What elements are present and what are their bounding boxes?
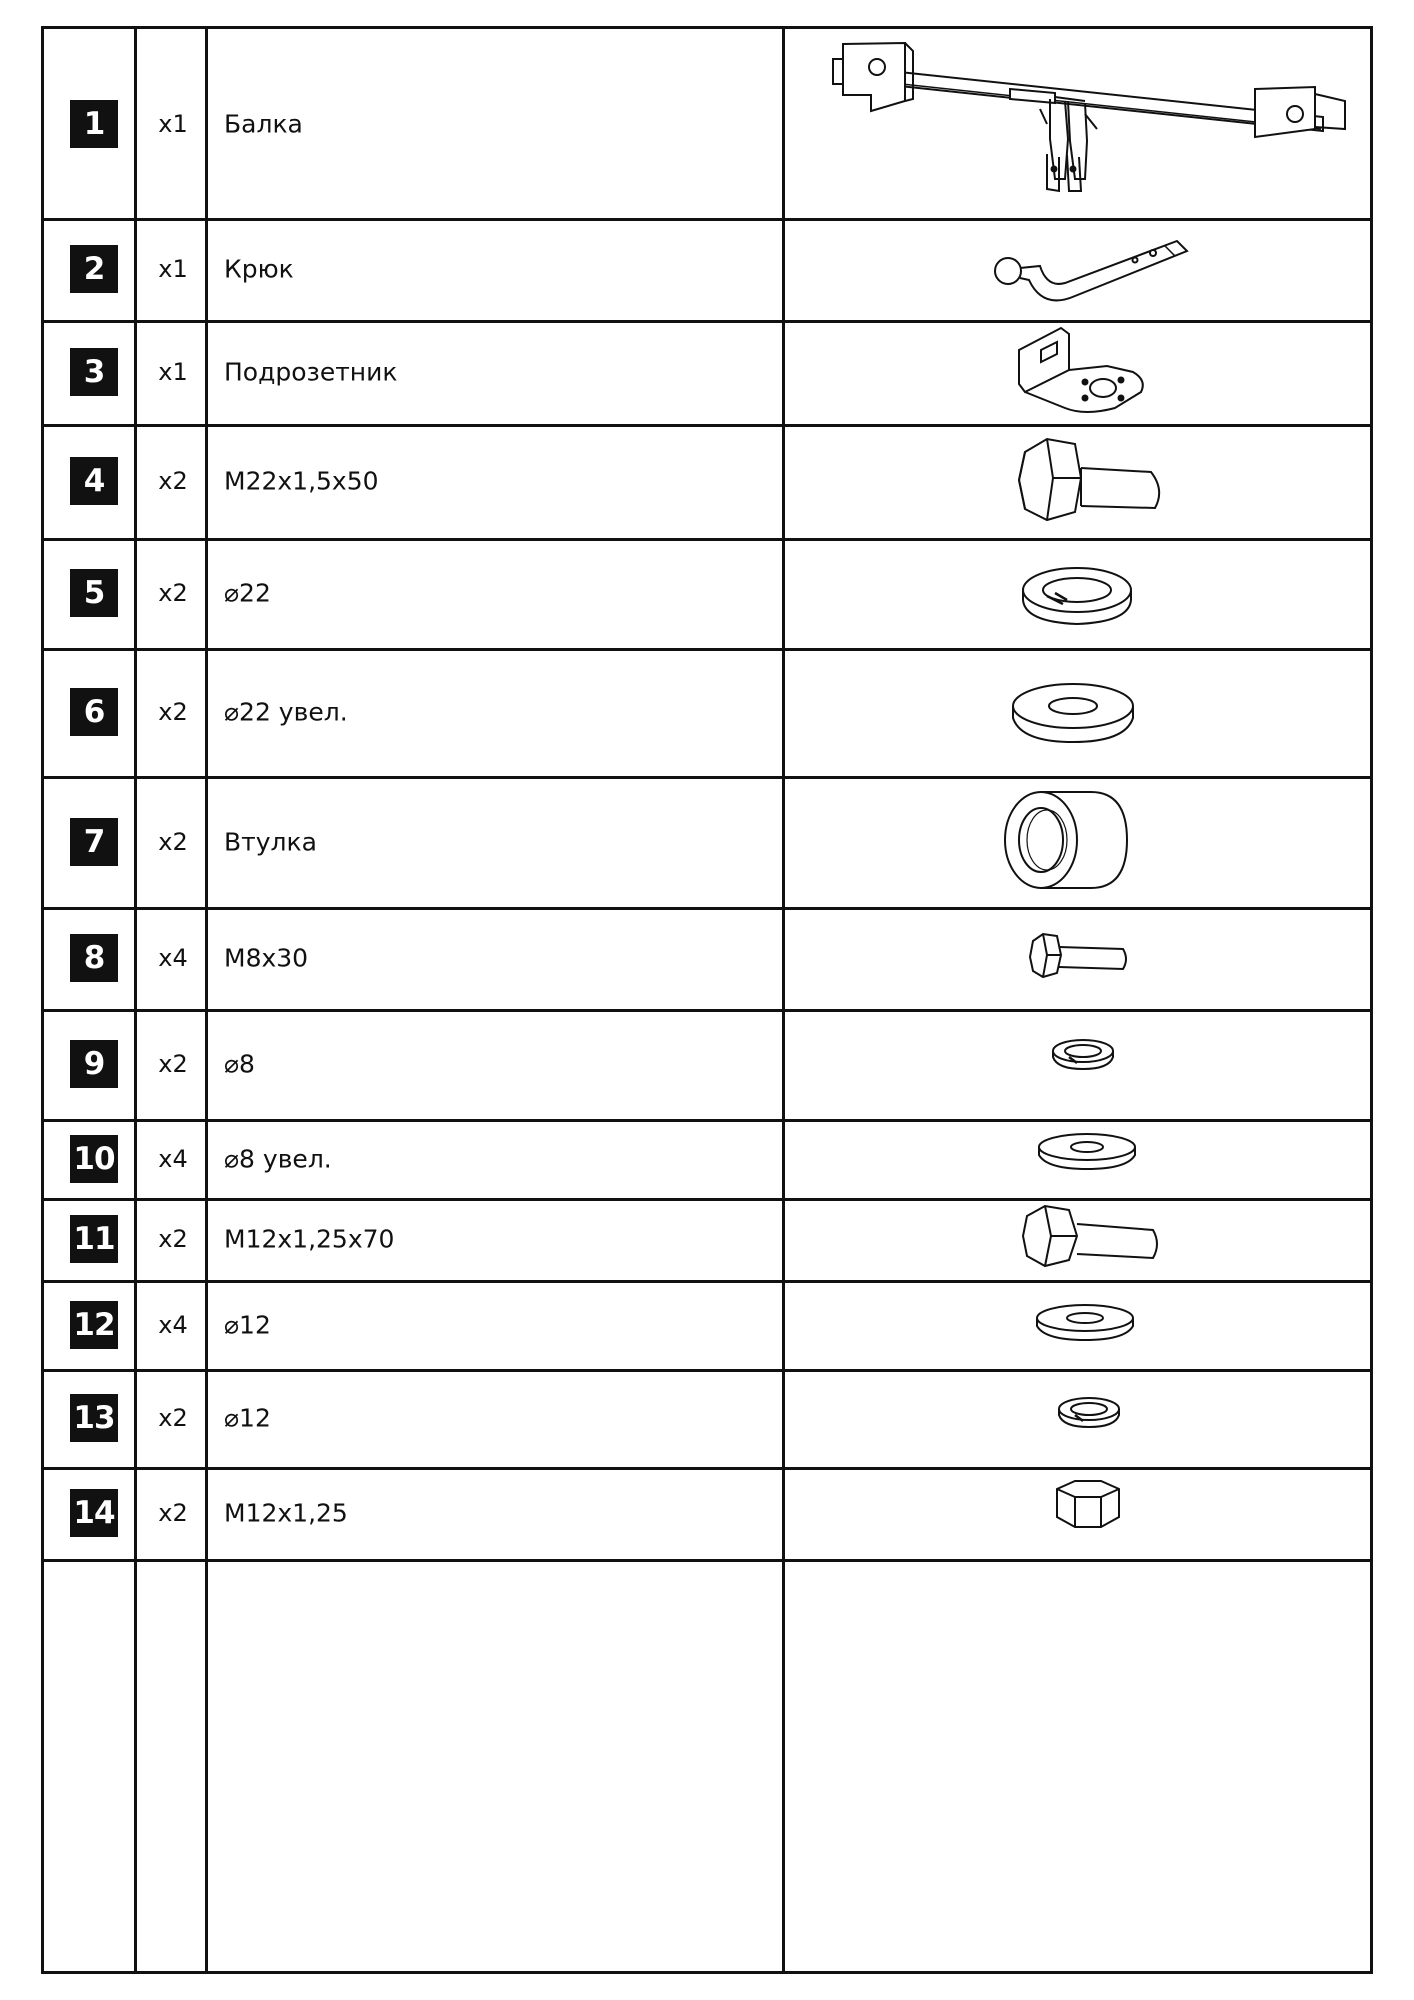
bolt-icon [785, 1198, 1373, 1280]
table-row [44, 1119, 1370, 1198]
part-number: 13 [70, 1394, 118, 1442]
table-row [44, 320, 1370, 424]
part-number: 7 [70, 818, 118, 866]
table-row [44, 1280, 1370, 1369]
table-row [44, 1198, 1370, 1280]
part-name: ⌀12 [224, 1403, 271, 1433]
part-name: Крюк [224, 254, 294, 284]
table-row [44, 907, 1370, 1009]
part-number: 6 [70, 688, 118, 736]
part-quantity: x1 [158, 109, 188, 138]
part-quantity: x4 [158, 1144, 188, 1173]
part-name: M12x1,25x70 [224, 1224, 395, 1254]
part-quantity: x4 [158, 1310, 188, 1339]
part-quantity: x2 [158, 1499, 188, 1527]
part-quantity: x2 [158, 1050, 188, 1078]
part-name: ⌀22 увел. [224, 697, 348, 727]
part-number: 3 [70, 348, 118, 396]
spring-washer-icon [785, 1009, 1373, 1119]
spring-washer-icon [785, 1369, 1373, 1467]
part-number: 2 [70, 245, 118, 293]
table-row [44, 538, 1370, 648]
table-row [44, 1369, 1370, 1467]
flat-washer-icon [785, 1119, 1373, 1198]
part-name: Втулка [224, 827, 317, 856]
hex-nut-icon [785, 1467, 1373, 1559]
part-name: M8x30 [224, 943, 309, 973]
part-number: 8 [70, 934, 118, 982]
large-bolt-icon [785, 424, 1373, 538]
table-row [44, 776, 1370, 907]
part-name: Подрозетник [224, 357, 398, 387]
part-quantity: x2 [158, 1225, 188, 1253]
part-name: M12x1,25 [224, 1498, 348, 1528]
part-quantity: x1 [158, 255, 188, 283]
part-name: ⌀12 [224, 1310, 271, 1339]
part-number: 14 [70, 1489, 118, 1537]
part-name: Балка [224, 109, 303, 138]
table-row [44, 29, 1370, 218]
small-bolt-icon [785, 907, 1373, 1009]
flat-washer-icon [785, 1280, 1373, 1369]
part-quantity: x4 [158, 944, 188, 972]
part-number: 11 [70, 1215, 118, 1263]
part-number: 10 [70, 1135, 118, 1183]
table-row [44, 424, 1370, 538]
part-quantity: x1 [158, 358, 188, 386]
part-quantity: x2 [158, 698, 188, 726]
part-number: 1 [70, 100, 118, 148]
table-row [44, 1009, 1370, 1119]
part-number: 5 [70, 569, 118, 617]
part-number: 12 [70, 1301, 118, 1349]
socket-bracket-icon [785, 320, 1373, 424]
part-quantity: x2 [158, 1404, 188, 1432]
parts-table [41, 26, 1373, 1974]
bushing-icon [785, 776, 1373, 907]
tow-bar-beam-icon [785, 29, 1373, 218]
part-quantity: x2 [158, 579, 188, 607]
part-name: ⌀8 увел. [224, 1144, 332, 1173]
spring-washer-icon [785, 538, 1373, 648]
part-name: ⌀22 [224, 578, 271, 608]
part-name: M22x1,5x50 [224, 466, 379, 496]
part-quantity: x2 [158, 467, 188, 495]
part-number: 9 [70, 1040, 118, 1088]
empty-row [44, 1559, 1370, 1971]
part-quantity: x2 [158, 827, 188, 856]
part-name: ⌀8 [224, 1049, 255, 1079]
flat-washer-icon [785, 648, 1373, 776]
table-row [44, 1467, 1370, 1559]
table-row [44, 648, 1370, 776]
part-number: 4 [70, 457, 118, 505]
tow-ball-hook-icon [785, 218, 1373, 320]
table-row [44, 218, 1370, 320]
